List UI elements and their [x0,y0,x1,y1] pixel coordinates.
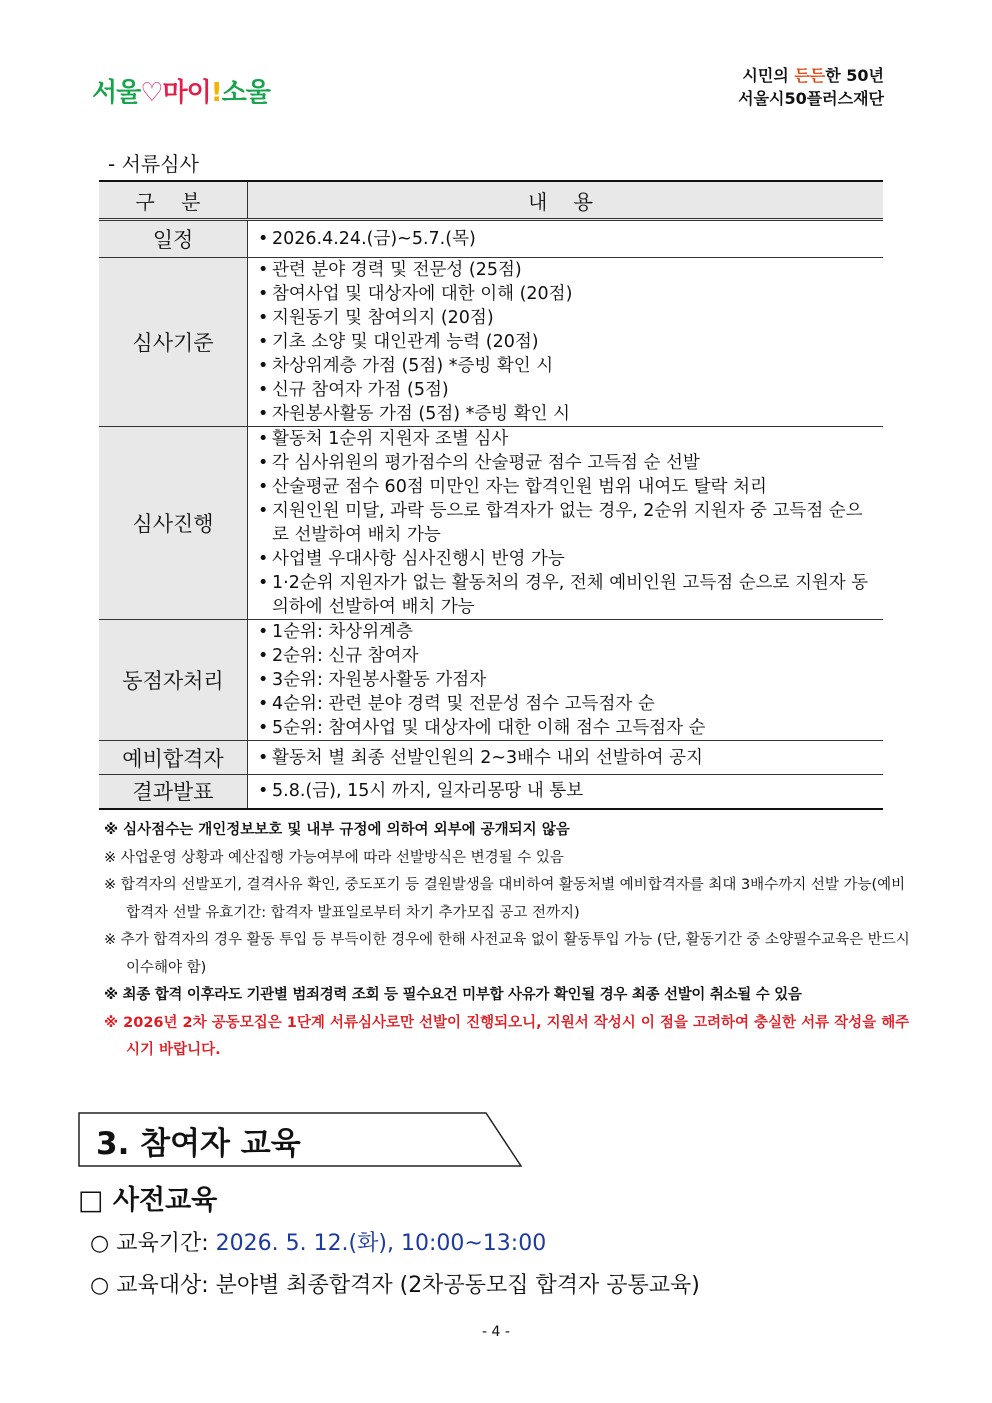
org-slogan: 시민의 든든한 50년 [742,66,884,85]
note: ※ 심사점수는 개인정보보호 및 내부 규정에 의하여 외부에 공개되지 않음 [104,822,570,838]
education-target: ○ 교육대상: 분야별 최종합격자 (2차공동모집 합격자 공통교육) [90,1273,700,1298]
row-label: 심사기준 [99,258,248,427]
table-header-row [99,181,883,220]
heart-icon: ♡ [140,78,163,108]
table-row [99,258,883,427]
note: ※ 최종 합격 이후라도 기관별 범죄경력 조회 등 필수요건 미부합 사유가 확인될 경우 최종 선발이 취소될 수 있음 [104,987,802,1003]
notes [104,817,912,1065]
subheading: □ 사전교육 [78,1185,218,1216]
note: ※ 합격자의 선발포기, 결격사유 확인, 중도포기 등 결원발생을 대비하여 활동처별 예비합격자를 최대 3배수까지 선발 가능(예비합격자 선발 유효기간: 합격자 발표일로부터 차기 추가모집 공고 전까지) [104,877,906,921]
header-content: 내 용 [248,181,884,220]
list-item: • 2순위: 신규 참여자 [258,644,877,668]
org-title: 서울시50플러스재단 [738,89,884,108]
section3-title: 3. 참여자 교육 [96,1126,301,1162]
table-row [99,427,883,620]
period-value: 2026. 5. 12.(화), 10:00~13:00 [215,1231,547,1256]
list-item: • 4순위: 관련 분야 경력 및 전문성 점수 고득점자 순 [258,692,877,716]
note: ※ 추가 합격자의 경우 활동 투입 등 부득이한 경우에 한해 사전교육 없이 활동투입 가능 (단, 활동기간 중 소양필수교육은 반드시 이수해야 함) [104,932,910,976]
list-item: • 관련 분야 경력 및 전문성 (25점) [258,258,877,282]
logo-part-2: 마이 [162,78,211,108]
row-label: 예비합격자 [99,741,248,775]
list-item: • 신규 참여자 가점 (5점) [258,378,877,402]
row-label: 결과발표 [99,775,248,809]
list-item: • 산술평균 점수 60점 미만인 자는 합격인원 범위 내여도 탈락 처리 [258,475,877,499]
list-item: • 5순위: 참여사업 및 대상자에 대한 이해 점수 고득점자 순 [258,716,877,740]
list-item: • 1·2순위 지원자가 없는 활동처의 경우, 전체 예비인원 고득점 순으로 지원자 동의하에 선발하여 배치 가능 [258,571,877,619]
list-item: • 사업별 우대사항 심사진행시 반영 가능 [258,547,877,571]
list-item: • 지원동기 및 참여의지 (20점) [258,306,877,330]
row-label: 심사진행 [99,427,248,620]
header-category: 구 분 [99,181,248,220]
list-item: • 지원인원 미달, 과락 등으로 합격자가 없는 경우, 2순위 지원자 중 고득점 순으로 선발하여 배치 가능 [258,499,877,547]
list-item: • 기초 소양 및 대인관계 능력 (20점) [258,330,877,354]
table-row [99,741,883,775]
exclamation-icon: ! [210,78,222,108]
list-item: • 활동처 1순위 지원자 조별 심사 [258,427,877,451]
table-row [99,620,883,741]
list-item: • 활동처 별 최종 선발인원의 2~3배수 내외 선발하여 공지 [258,746,877,770]
row-label: 일정 [99,220,248,258]
note-highlight: ※ 2026년 2차 공동모집은 1단계 서류심사로만 선발이 진행되오니, 지원서 작성시 이 점을 고려하여 충실한 서류 작성을 해주시기 바랍니다. [104,1014,910,1058]
section-title: - 서류심사 [108,152,199,176]
list-item: • 5.8.(금), 15시 까지, 일자리몽땅 내 통보 [258,779,877,803]
logo-part-3: 소울 [221,78,270,108]
page-number: - 4 - [482,1324,510,1340]
education-period [90,1226,546,1257]
list-item: • 참여사업 및 대상자에 대한 이해 (20점) [258,282,877,306]
list-item: • 차상위계층 가점 (5점) *증빙 확인 시 [258,354,877,378]
review-table [99,180,883,810]
table-row [99,775,883,809]
logo [92,72,270,109]
section3-heading [78,1112,524,1172]
note: ※ 사업운영 상황과 예산집행 가능여부에 따라 선발방식은 변경될 수 있음 [104,849,564,866]
list-item: • 각 심사위원의 평가점수의 산술평균 점수 고득점 순 선발 [258,451,877,475]
list-item: • 1순위: 차상위계층 [258,620,877,644]
list-item: • 3순위: 자원봉사활동 가점자 [258,668,877,692]
period-label: ○ 교육기간: [90,1231,216,1256]
table-row [99,220,883,258]
organization-name [738,64,884,110]
row-label: 동점자처리 [99,620,248,741]
list-item: • 자원봉사활동 가점 (5점) *증빙 확인 시 [258,402,877,426]
logo-part-1: 서울 [92,78,141,108]
list-item: • 2026.4.24.(금)~5.7.(목) [258,227,877,251]
